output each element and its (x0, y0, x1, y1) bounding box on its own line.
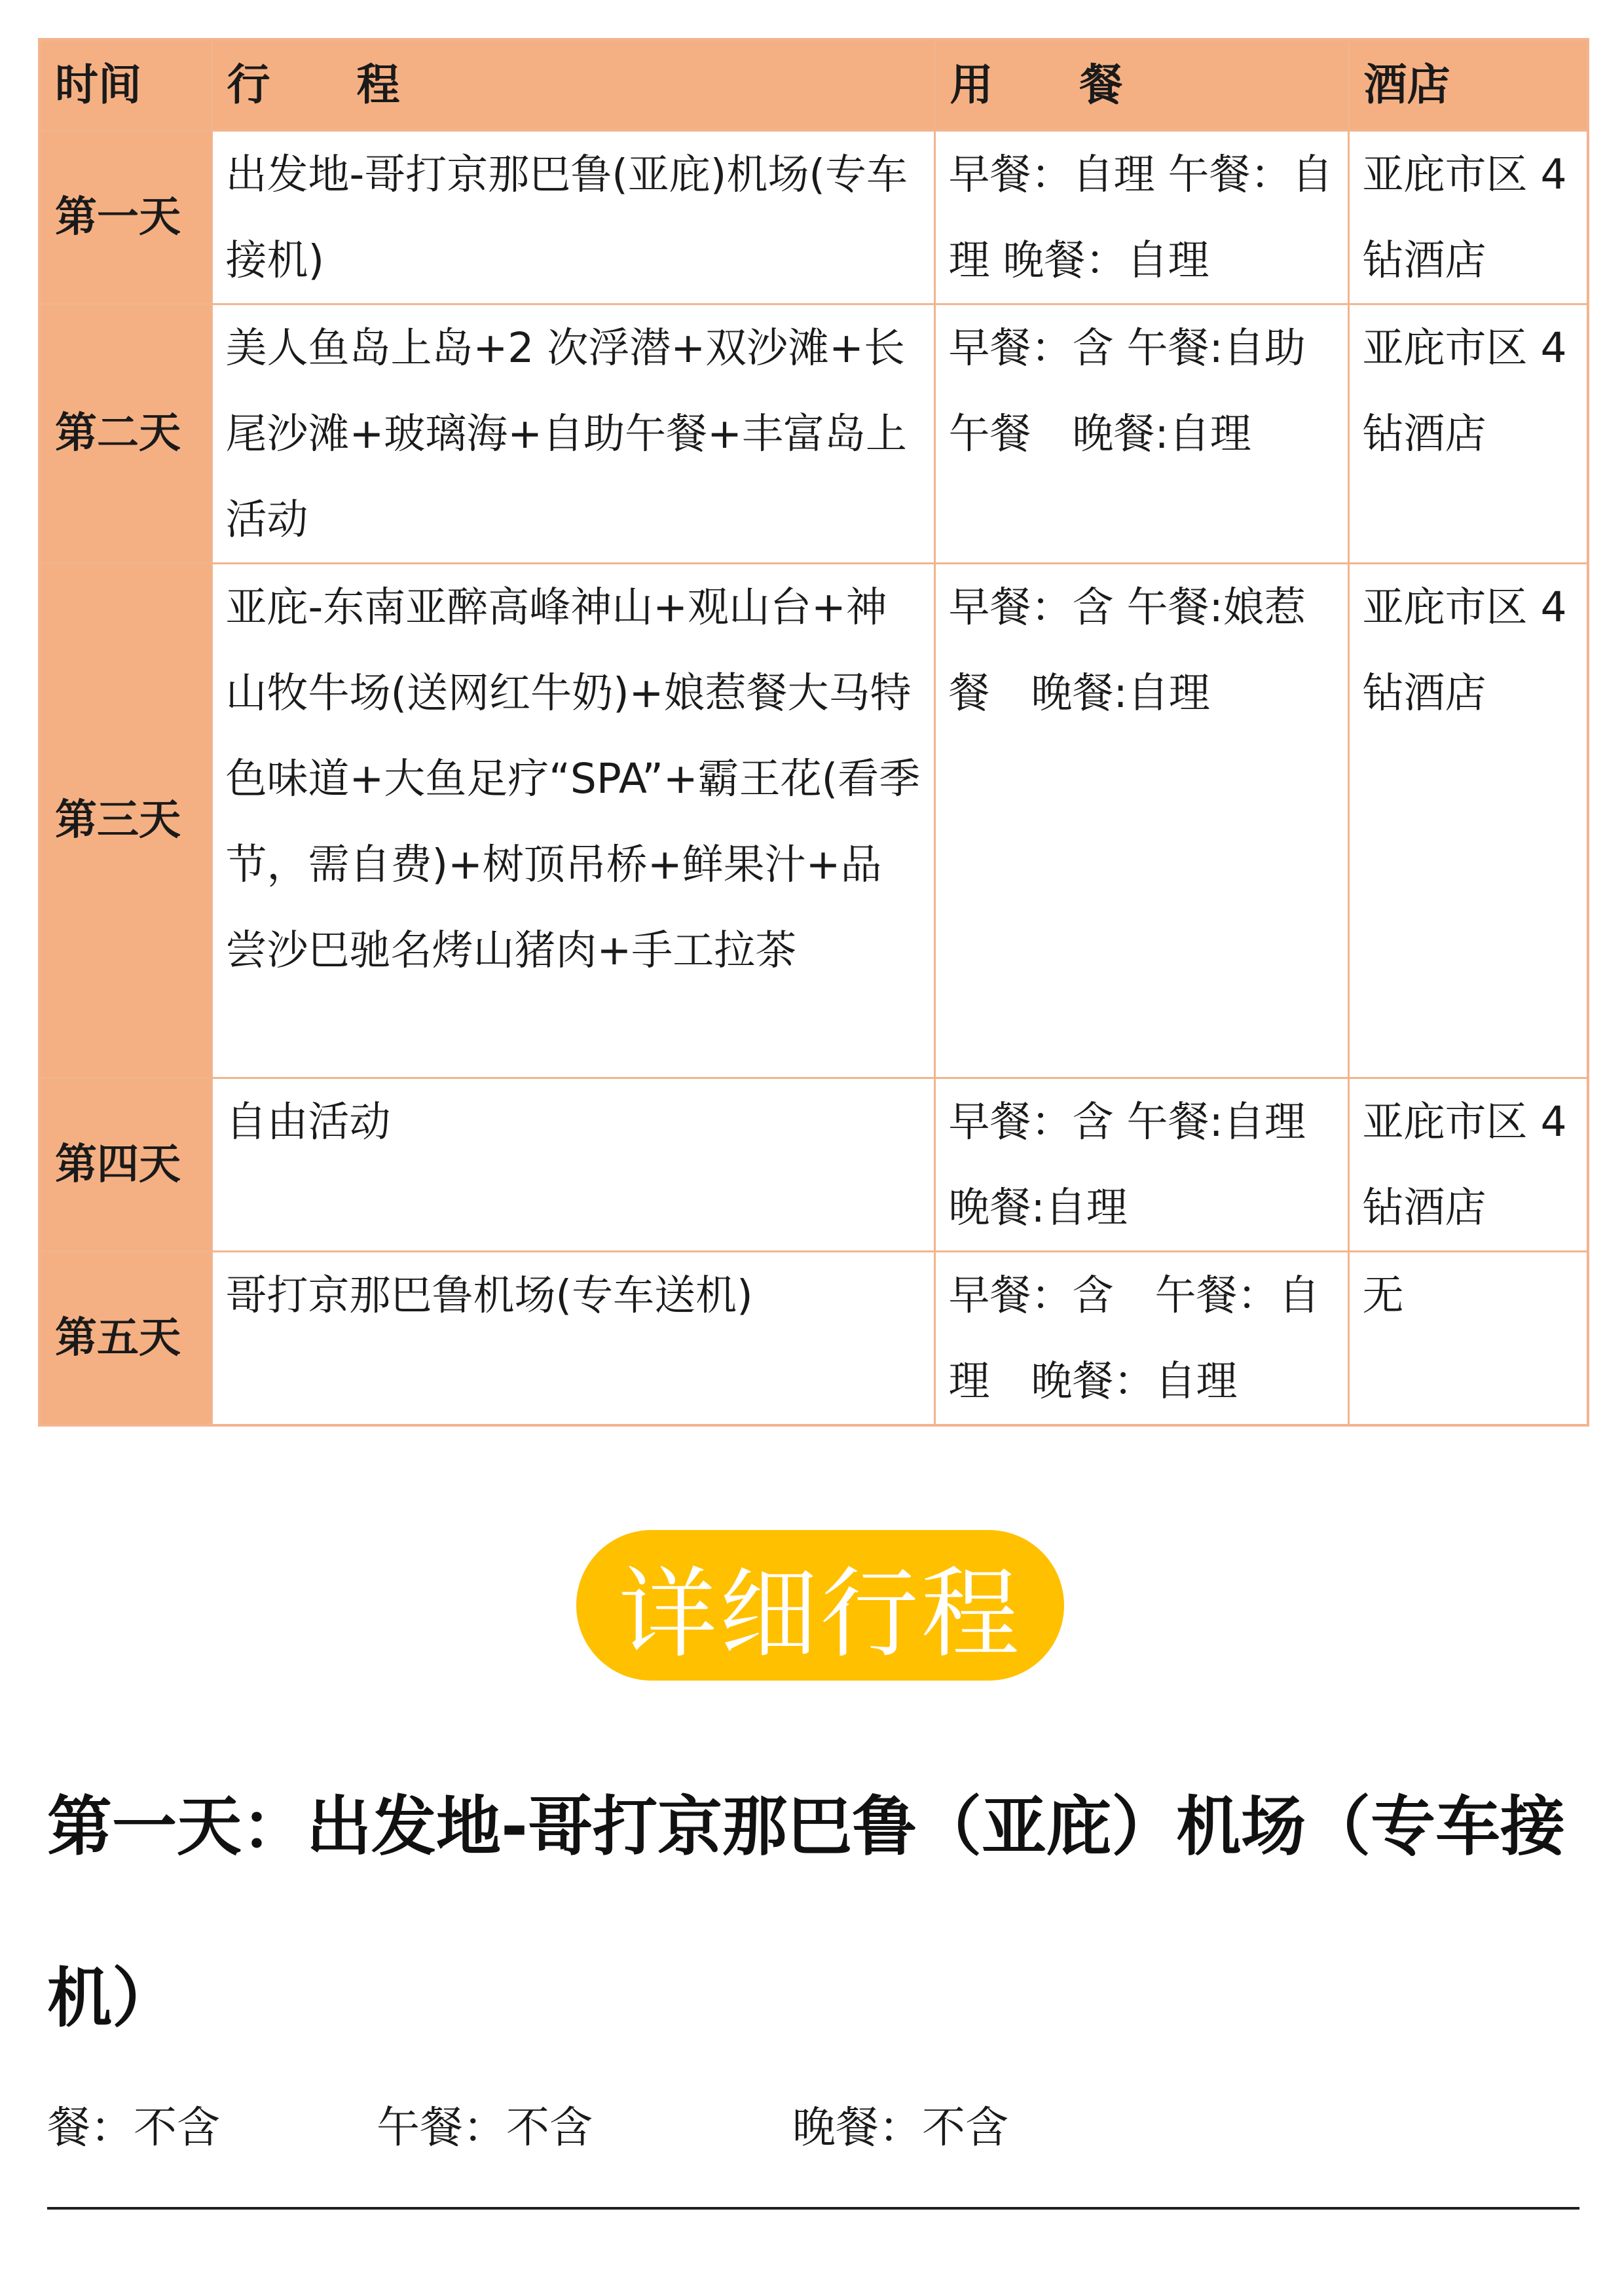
hotel-cell: 无 (1348, 1252, 1588, 1426)
section-badge (576, 1530, 1064, 1681)
meals-cell: 早餐：含 午餐:娘惹餐 晚餐:自理 (934, 564, 1348, 1078)
header-itinerary: 行 程 (212, 39, 934, 131)
section-divider (47, 2207, 1579, 2210)
day-one-heading: 第一天：出发地-哥打京那巴鲁（亚庇）机场（专车接机） (47, 1789, 1566, 2036)
day-label: 第二天 (39, 304, 212, 564)
table-row (39, 304, 1588, 564)
hotel-cell: 亚庇市区 4 钻酒店 (1348, 564, 1588, 1078)
hotel-cell: 亚庇市区 4 钻酒店 (1348, 1078, 1588, 1252)
meals-cell: 早餐：自理 午餐：自理 晚餐：自理 (934, 131, 1348, 304)
header-time: 时间 (39, 39, 212, 131)
itinerary-table (38, 38, 1589, 1427)
dinner-info: 晚餐：不含 (792, 2102, 1008, 2153)
header-hotel: 酒店 (1348, 39, 1588, 131)
itinerary-cell: 美人鱼岛上岛+2 次浮潜+双沙滩+长尾沙滩+玻璃海+自助午餐+丰富岛上活动 (212, 304, 934, 564)
table-row (39, 131, 1588, 304)
breakfast-info: 餐：不含 (47, 2102, 220, 2153)
day-label: 第一天 (39, 131, 212, 304)
table-row (39, 1252, 1588, 1426)
day-label: 第五天 (39, 1252, 212, 1426)
day-label: 第四天 (39, 1078, 212, 1252)
lunch-info: 午餐：不含 (377, 2102, 593, 2153)
meals-cell: 早餐：含 午餐：自理 晚餐：自理 (934, 1252, 1348, 1426)
meals-cell: 早餐：含 午餐:自理 晚餐:自理 (934, 1078, 1348, 1252)
hotel-cell: 亚庇市区 4 钻酒店 (1348, 131, 1588, 304)
itinerary-cell: 亚庇-东南亚醉高峰神山+观山台+神山牧牛场(送网红牛奶)+娘惹餐大马特色味道+大鱼足疗“SPA”+霸王花(看季节，需自费)+树顶吊桥+鲜果汁+品尝沙巴驰名烤山猪肉+手工拉茶 (212, 564, 934, 1078)
itinerary-cell: 哥打京那巴鲁机场(专车送机) (212, 1252, 934, 1426)
day-label: 第三天 (39, 564, 212, 1078)
itinerary-cell: 自由活动 (212, 1078, 934, 1252)
hotel-cell: 亚庇市区 4 钻酒店 (1348, 304, 1588, 564)
table-row (39, 564, 1588, 1078)
section-badge-label: 详细行程 (618, 1558, 1022, 1671)
header-meals: 用 餐 (934, 39, 1348, 131)
table-header-row (39, 39, 1588, 131)
itinerary-cell: 出发地-哥打京那巴鲁(亚庇)机场(专车接机) (212, 131, 934, 304)
table-row (39, 1078, 1588, 1252)
meals-cell: 早餐：含 午餐:自助午餐 晚餐:自理 (934, 304, 1348, 564)
